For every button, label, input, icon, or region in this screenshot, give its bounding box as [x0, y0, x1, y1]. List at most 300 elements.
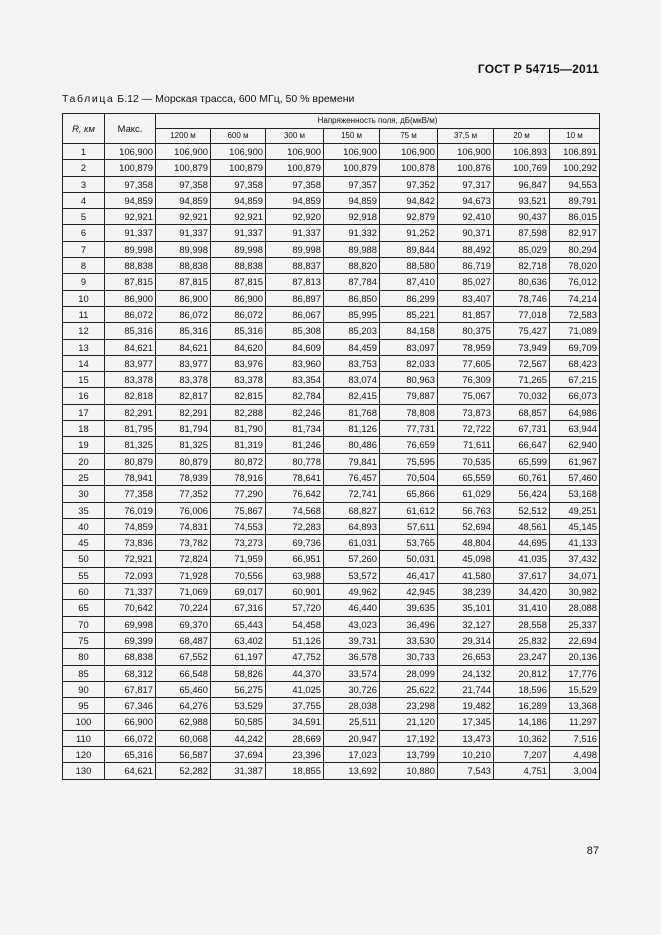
- field-strength-cell: 10,880: [380, 763, 438, 779]
- field-strength-cell: 28,099: [380, 665, 438, 681]
- field-strength-cell: 77,352: [156, 486, 211, 502]
- max-value-cell: 97,358: [105, 176, 156, 192]
- field-strength-cell: 97,357: [324, 176, 380, 192]
- field-strength-cell: 70,032: [494, 388, 550, 404]
- field-strength-cell: 92,920: [266, 209, 324, 225]
- field-strength-cell: 81,319: [211, 437, 266, 453]
- field-strength-cell: 52,694: [438, 518, 494, 534]
- field-strength-cell: 22,694: [550, 632, 600, 648]
- max-value-cell: 106,900: [105, 144, 156, 160]
- distance-cell: 10: [63, 290, 105, 306]
- field-strength-cell: 25,622: [380, 681, 438, 697]
- field-strength-cell: 10,362: [494, 730, 550, 746]
- distance-cell: 13: [63, 339, 105, 355]
- table-row: [63, 632, 600, 648]
- field-strength-cell: 83,407: [438, 290, 494, 306]
- field-strength-cell: 86,897: [266, 290, 324, 306]
- field-strength-cell: 87,815: [156, 274, 211, 290]
- field-strength-cell: 19,482: [438, 698, 494, 714]
- field-strength-cell: 62,940: [550, 437, 600, 453]
- field-strength-cell: 81,246: [266, 437, 324, 453]
- field-strength-cell: 39,635: [380, 600, 438, 616]
- field-strength-cell: 71,069: [156, 584, 211, 600]
- field-strength-cell: 97,358: [211, 176, 266, 192]
- field-strength-cell: 49,962: [324, 584, 380, 600]
- column-header-height: 10 м: [550, 129, 600, 144]
- field-strength-cell: 85,308: [266, 323, 324, 339]
- field-strength-cell: 68,857: [494, 404, 550, 420]
- max-value-cell: 77,358: [105, 486, 156, 502]
- field-strength-cell: 87,813: [266, 274, 324, 290]
- field-strength-cell: 63,402: [211, 632, 266, 648]
- field-strength-cell: 82,817: [156, 388, 211, 404]
- field-strength-cell: 28,558: [494, 616, 550, 632]
- field-strength-cell: 70,535: [438, 453, 494, 469]
- max-value-cell: 87,815: [105, 274, 156, 290]
- field-strength-cell: 28,038: [324, 698, 380, 714]
- field-strength-cell: 30,982: [550, 584, 600, 600]
- field-strength-cell: 57,460: [550, 469, 600, 485]
- field-strength-cell: 83,753: [324, 355, 380, 371]
- max-value-cell: 91,337: [105, 225, 156, 241]
- field-strength-cell: 89,998: [266, 241, 324, 257]
- field-strength-cell: 36,578: [324, 649, 380, 665]
- field-strength-cell: 80,872: [211, 453, 266, 469]
- field-strength-cell: 106,900: [266, 144, 324, 160]
- max-value-cell: 82,818: [105, 388, 156, 404]
- field-strength-cell: 82,784: [266, 388, 324, 404]
- field-strength-cell: 13,692: [324, 763, 380, 779]
- field-strength-cell: 81,768: [324, 404, 380, 420]
- field-strength-cell: 45,145: [550, 518, 600, 534]
- distance-cell: 110: [63, 730, 105, 746]
- table-row: [63, 258, 600, 274]
- field-strength-cell: 94,859: [324, 192, 380, 208]
- field-strength-cell: 53,765: [380, 535, 438, 551]
- field-strength-cell: 93,521: [494, 192, 550, 208]
- field-strength-cell: 23,298: [380, 698, 438, 714]
- field-strength-cell: 43,023: [324, 616, 380, 632]
- field-strength-cell: 73,782: [156, 535, 211, 551]
- field-strength-cell: 78,939: [156, 469, 211, 485]
- field-strength-cell: 67,731: [494, 421, 550, 437]
- max-value-cell: 82,291: [105, 404, 156, 420]
- field-strength-cell: 92,921: [156, 209, 211, 225]
- field-strength-cell: 20,812: [494, 665, 550, 681]
- document-code: ГОСТ Р 54715—2011: [477, 62, 599, 76]
- table-row: [63, 404, 600, 420]
- field-strength-cell: 85,029: [494, 241, 550, 257]
- field-strength-cell: 82,815: [211, 388, 266, 404]
- field-strength-cell: 77,605: [438, 355, 494, 371]
- field-strength-cell: 96,847: [494, 176, 550, 192]
- field-strength-cell: 80,636: [494, 274, 550, 290]
- max-value-cell: 67,817: [105, 681, 156, 697]
- field-strength-cell: 90,437: [494, 209, 550, 225]
- table-row: [63, 453, 600, 469]
- column-header-distance: R, км: [63, 114, 105, 144]
- max-value-cell: 64,621: [105, 763, 156, 779]
- field-strength-cell: 38,239: [438, 584, 494, 600]
- max-value-cell: 73,836: [105, 535, 156, 551]
- field-strength-cell: 17,023: [324, 746, 380, 762]
- distance-cell: 17: [63, 404, 105, 420]
- field-strength-cell: 44,370: [266, 665, 324, 681]
- field-strength-cell: 32,127: [438, 616, 494, 632]
- table-caption: [62, 93, 354, 105]
- field-strength-cell: 84,609: [266, 339, 324, 355]
- field-strength-cell: 66,647: [494, 437, 550, 453]
- field-strength-cell: 70,224: [156, 600, 211, 616]
- table-row: [63, 306, 600, 322]
- field-strength-cell: 15,529: [550, 681, 600, 697]
- field-strength-cell: 63,988: [266, 567, 324, 583]
- column-header-height: 1200 м: [156, 129, 211, 144]
- field-strength-cell: 83,976: [211, 355, 266, 371]
- table-row: [63, 437, 600, 453]
- distance-cell: 2: [63, 160, 105, 176]
- field-strength-cell: 86,900: [211, 290, 266, 306]
- max-value-cell: 65,316: [105, 746, 156, 762]
- field-strength-cell: 100,769: [494, 160, 550, 176]
- field-strength-cell: 100,879: [324, 160, 380, 176]
- field-strength-cell: 80,375: [438, 323, 494, 339]
- field-strength-cell: 86,072: [156, 306, 211, 322]
- field-strength-cell: 58,826: [211, 665, 266, 681]
- column-header-max: Макс.: [105, 114, 156, 144]
- table-row: [63, 567, 600, 583]
- field-strength-cell: 24,132: [438, 665, 494, 681]
- field-strength-cell: 25,337: [550, 616, 600, 632]
- field-strength-cell: 68,827: [324, 502, 380, 518]
- field-strength-cell: 56,424: [494, 486, 550, 502]
- distance-cell: 50: [63, 551, 105, 567]
- field-strength-cell: 91,337: [266, 225, 324, 241]
- table-row: [63, 551, 600, 567]
- field-strength-cell: 100,879: [266, 160, 324, 176]
- field-strength-cell: 34,591: [266, 714, 324, 730]
- field-strength-cell: 20,947: [324, 730, 380, 746]
- field-strength-cell: 83,097: [380, 339, 438, 355]
- field-strength-cell: 80,963: [380, 372, 438, 388]
- field-strength-cell: 67,552: [156, 649, 211, 665]
- field-strength-cell: 25,511: [324, 714, 380, 730]
- table-row: [63, 209, 600, 225]
- table-row: [63, 144, 600, 160]
- field-strength-cell: 80,294: [550, 241, 600, 257]
- table-row: [63, 535, 600, 551]
- table-row: [63, 649, 600, 665]
- field-strength-cell: 20,136: [550, 649, 600, 665]
- field-strength-cell: 75,067: [438, 388, 494, 404]
- field-strength-cell: 88,838: [156, 258, 211, 274]
- field-strength-cell: 47,752: [266, 649, 324, 665]
- field-strength-cell: 56,275: [211, 681, 266, 697]
- distance-cell: 18: [63, 421, 105, 437]
- field-strength-cell: 89,998: [211, 241, 266, 257]
- field-strength-cell: 31,410: [494, 600, 550, 616]
- field-strength-cell: 69,017: [211, 584, 266, 600]
- field-strength-cell: 41,133: [550, 535, 600, 551]
- table-row: [63, 241, 600, 257]
- field-strength-cell: 67,215: [550, 372, 600, 388]
- field-strength-cell: 94,553: [550, 176, 600, 192]
- field-strength-cell: 46,440: [324, 600, 380, 616]
- field-strength-cell: 81,734: [266, 421, 324, 437]
- field-strength-cell: 100,292: [550, 160, 600, 176]
- field-strength-cell: 78,020: [550, 258, 600, 274]
- field-strength-cell: 16,289: [494, 698, 550, 714]
- field-strength-cell: 82,718: [494, 258, 550, 274]
- field-strength-cell: 48,804: [438, 535, 494, 551]
- field-strength-cell: 85,027: [438, 274, 494, 290]
- field-strength-cell: 77,731: [380, 421, 438, 437]
- field-strength-cell: 44,695: [494, 535, 550, 551]
- max-value-cell: 68,838: [105, 649, 156, 665]
- field-strength-cell: 73,949: [494, 339, 550, 355]
- field-strength-cell: 36,496: [380, 616, 438, 632]
- field-strength-cell: 76,309: [438, 372, 494, 388]
- field-strength-cell: 75,427: [494, 323, 550, 339]
- field-strength-cell: 78,959: [438, 339, 494, 355]
- field-strength-cell: 80,486: [324, 437, 380, 453]
- field-strength-cell: 85,316: [211, 323, 266, 339]
- field-strength-cell: 51,126: [266, 632, 324, 648]
- field-strength-cell: 7,543: [438, 763, 494, 779]
- field-strength-cell: 71,089: [550, 323, 600, 339]
- field-strength-cell: 49,251: [550, 502, 600, 518]
- table-row: [63, 225, 600, 241]
- field-strength-cell: 52,512: [494, 502, 550, 518]
- field-strength-cell: 86,719: [438, 258, 494, 274]
- field-strength-cell: 100,878: [380, 160, 438, 176]
- field-strength-cell: 83,378: [156, 372, 211, 388]
- max-value-cell: 74,859: [105, 518, 156, 534]
- field-strength-cell: 106,900: [211, 144, 266, 160]
- distance-cell: 70: [63, 616, 105, 632]
- table-row: [63, 160, 600, 176]
- field-strength-cell: 78,916: [211, 469, 266, 485]
- field-strength-cell: 64,986: [550, 404, 600, 420]
- table-row: [63, 486, 600, 502]
- field-strength-cell: 17,776: [550, 665, 600, 681]
- max-value-cell: 81,795: [105, 421, 156, 437]
- field-strength-cell: 77,018: [494, 306, 550, 322]
- field-strength-cell: 76,006: [156, 502, 211, 518]
- field-strength-cell: 56,763: [438, 502, 494, 518]
- field-strength-cell: 92,879: [380, 209, 438, 225]
- field-strength-cell: 72,583: [550, 306, 600, 322]
- max-value-cell: 71,337: [105, 584, 156, 600]
- table-row: [63, 502, 600, 518]
- field-strength-cell: 7,207: [494, 746, 550, 762]
- field-strength-cell: 81,794: [156, 421, 211, 437]
- distance-cell: 100: [63, 714, 105, 730]
- field-strength-cell: 94,859: [211, 192, 266, 208]
- distance-cell: 5: [63, 209, 105, 225]
- field-strength-cell: 83,074: [324, 372, 380, 388]
- field-strength-cell: 74,214: [550, 290, 600, 306]
- table-row: [63, 388, 600, 404]
- field-strength-cell: 88,580: [380, 258, 438, 274]
- max-value-cell: 86,072: [105, 306, 156, 322]
- field-strength-cell: 94,859: [156, 192, 211, 208]
- field-strength-cell: 18,855: [266, 763, 324, 779]
- field-strength-cell: 106,900: [380, 144, 438, 160]
- distance-cell: 6: [63, 225, 105, 241]
- field-strength-cell: 26,653: [438, 649, 494, 665]
- table-row: [63, 355, 600, 371]
- field-strength-cell: 72,722: [438, 421, 494, 437]
- field-strength-cell: 83,977: [156, 355, 211, 371]
- field-strength-cell: 81,325: [156, 437, 211, 453]
- table-row: [63, 421, 600, 437]
- field-strength-cell: 79,887: [380, 388, 438, 404]
- field-strength-cell: 37,432: [550, 551, 600, 567]
- field-strength-cell: 64,893: [324, 518, 380, 534]
- field-strength-cell: 92,410: [438, 209, 494, 225]
- distance-cell: 85: [63, 665, 105, 681]
- field-strength-cell: 37,617: [494, 567, 550, 583]
- field-strength-cell: 78,746: [494, 290, 550, 306]
- field-strength-cell: 73,873: [438, 404, 494, 420]
- field-strength-cell: 76,012: [550, 274, 600, 290]
- distance-cell: 7: [63, 241, 105, 257]
- field-strength-cell: 29,314: [438, 632, 494, 648]
- field-strength-cell: 70,556: [211, 567, 266, 583]
- field-strength-cell: 106,891: [550, 144, 600, 160]
- field-strength-cell: 57,611: [380, 518, 438, 534]
- field-strength-cell: 84,620: [211, 339, 266, 355]
- field-strength-table: [62, 113, 600, 780]
- field-strength-cell: 72,567: [494, 355, 550, 371]
- field-strength-cell: 97,352: [380, 176, 438, 192]
- field-strength-cell: 89,844: [380, 241, 438, 257]
- field-strength-cell: 13,799: [380, 746, 438, 762]
- field-strength-cell: 68,487: [156, 632, 211, 648]
- page-number: 87: [586, 845, 599, 857]
- field-strength-cell: 60,901: [266, 584, 324, 600]
- table-row: [63, 746, 600, 762]
- field-strength-cell: 83,960: [266, 355, 324, 371]
- field-strength-cell: 61,612: [380, 502, 438, 518]
- field-strength-cell: 85,316: [156, 323, 211, 339]
- max-value-cell: 92,921: [105, 209, 156, 225]
- field-strength-cell: 83,378: [211, 372, 266, 388]
- field-strength-cell: 21,120: [380, 714, 438, 730]
- field-strength-cell: 74,831: [156, 518, 211, 534]
- distance-cell: 3: [63, 176, 105, 192]
- field-strength-cell: 72,824: [156, 551, 211, 567]
- field-strength-cell: 28,669: [266, 730, 324, 746]
- field-strength-cell: 64,276: [156, 698, 211, 714]
- field-strength-cell: 60,068: [156, 730, 211, 746]
- field-strength-cell: 14,186: [494, 714, 550, 730]
- field-strength-cell: 71,928: [156, 567, 211, 583]
- distance-cell: 19: [63, 437, 105, 453]
- table-row: [63, 290, 600, 306]
- field-strength-cell: 82,415: [324, 388, 380, 404]
- field-strength-cell: 44,242: [211, 730, 266, 746]
- field-strength-cell: 106,900: [438, 144, 494, 160]
- table-row: [63, 714, 600, 730]
- field-strength-cell: 66,073: [550, 388, 600, 404]
- field-strength-cell: 82,033: [380, 355, 438, 371]
- table-row: [63, 698, 600, 714]
- field-strength-cell: 100,876: [438, 160, 494, 176]
- distance-cell: 130: [63, 763, 105, 779]
- max-value-cell: 83,378: [105, 372, 156, 388]
- field-strength-cell: 60,761: [494, 469, 550, 485]
- field-strength-cell: 94,842: [380, 192, 438, 208]
- field-strength-cell: 71,611: [438, 437, 494, 453]
- field-strength-cell: 63,944: [550, 421, 600, 437]
- table-caption-label: Таблица: [62, 93, 115, 105]
- field-strength-cell: 50,031: [380, 551, 438, 567]
- field-strength-cell: 33,574: [324, 665, 380, 681]
- field-strength-cell: 10,210: [438, 746, 494, 762]
- column-header-height: 75 м: [380, 129, 438, 144]
- field-strength-cell: 92,921: [211, 209, 266, 225]
- distance-cell: 120: [63, 746, 105, 762]
- field-strength-cell: 88,837: [266, 258, 324, 274]
- field-strength-cell: 100,879: [156, 160, 211, 176]
- field-strength-cell: 94,859: [266, 192, 324, 208]
- field-strength-cell: 46,417: [380, 567, 438, 583]
- table-row: [63, 339, 600, 355]
- field-strength-cell: 72,283: [266, 518, 324, 534]
- field-strength-cell: 70,504: [380, 469, 438, 485]
- max-value-cell: 69,399: [105, 632, 156, 648]
- field-strength-cell: 86,850: [324, 290, 380, 306]
- field-strength-cell: 80,778: [266, 453, 324, 469]
- distance-cell: 15: [63, 372, 105, 388]
- field-strength-cell: 91,332: [324, 225, 380, 241]
- field-strength-cell: 106,900: [324, 144, 380, 160]
- field-strength-cell: 87,598: [494, 225, 550, 241]
- field-strength-cell: 75,867: [211, 502, 266, 518]
- max-value-cell: 68,312: [105, 665, 156, 681]
- table-row: [63, 372, 600, 388]
- field-strength-cell: 65,866: [380, 486, 438, 502]
- column-header-height: 150 м: [324, 129, 380, 144]
- field-strength-cell: 61,967: [550, 453, 600, 469]
- table-row: [63, 274, 600, 290]
- table-row: [63, 730, 600, 746]
- field-strength-cell: 71,265: [494, 372, 550, 388]
- field-strength-cell: 39,731: [324, 632, 380, 648]
- field-strength-cell: 75,595: [380, 453, 438, 469]
- field-strength-cell: 69,709: [550, 339, 600, 355]
- distance-cell: 55: [63, 567, 105, 583]
- table-row: [63, 584, 600, 600]
- distance-cell: 80: [63, 649, 105, 665]
- field-strength-cell: 86,015: [550, 209, 600, 225]
- field-strength-cell: 77,290: [211, 486, 266, 502]
- field-strength-cell: 13,368: [550, 698, 600, 714]
- field-strength-cell: 23,396: [266, 746, 324, 762]
- max-value-cell: 69,998: [105, 616, 156, 632]
- field-strength-cell: 100,879: [211, 160, 266, 176]
- field-strength-cell: 88,838: [211, 258, 266, 274]
- field-strength-cell: 65,599: [494, 453, 550, 469]
- field-strength-cell: 94,673: [438, 192, 494, 208]
- table-row: [63, 176, 600, 192]
- field-strength-cell: 97,317: [438, 176, 494, 192]
- field-strength-cell: 18,596: [494, 681, 550, 697]
- table-row: [63, 665, 600, 681]
- field-strength-cell: 86,067: [266, 306, 324, 322]
